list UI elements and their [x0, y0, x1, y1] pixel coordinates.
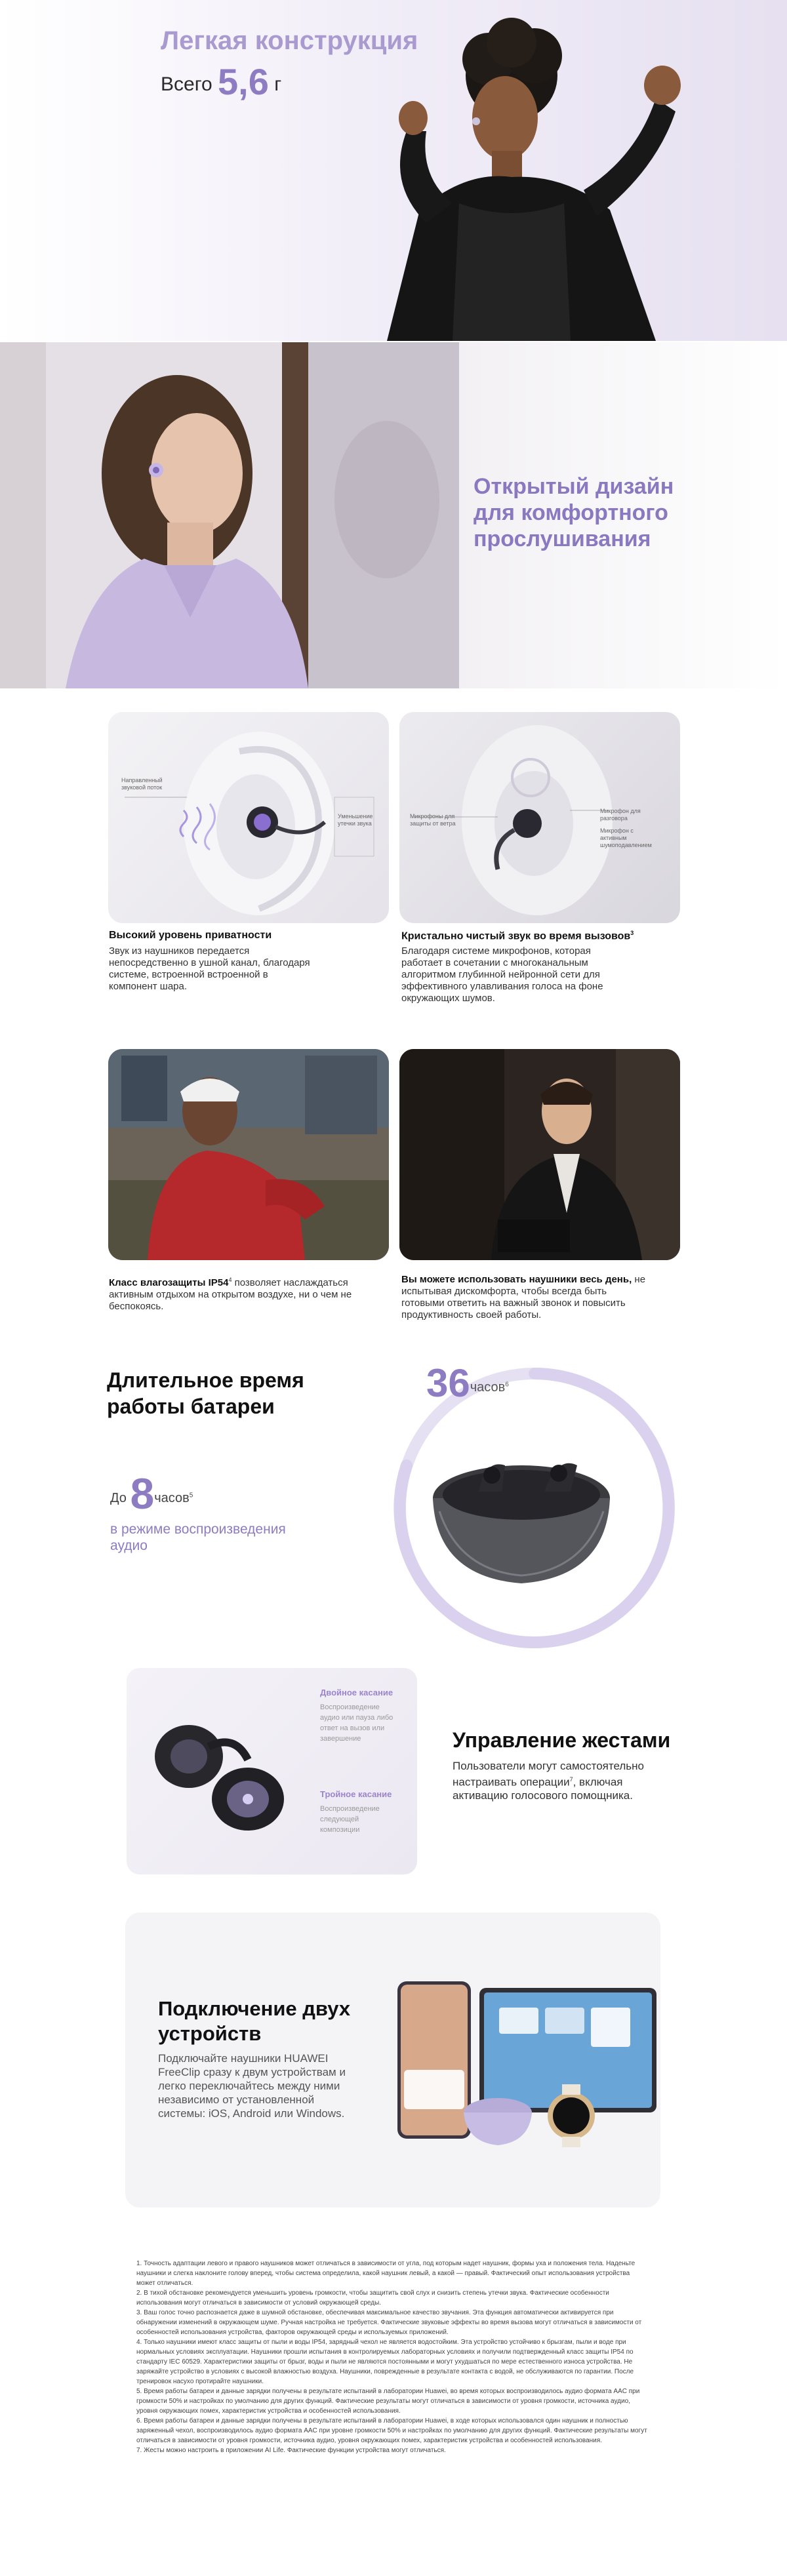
- weight-prefix: Всего: [161, 73, 212, 95]
- case-unit: часов: [470, 1380, 506, 1395]
- battery-title: Длительное время работы батареи: [107, 1368, 304, 1418]
- case-sup: 6: [505, 1381, 509, 1389]
- earbuds-hours-number: 8: [130, 1469, 155, 1518]
- gestures-text: [453, 1760, 669, 1802]
- gestures-text-end: , включая активацию голосового помощника.: [453, 1775, 633, 1802]
- footnote: 2. В тихой обстановке рекомендуется уменьшить уровень громкости, чтобы защитить свой слух и снизить степень утечки звука. Фактические особенности использования могут отличаться в зависимости от условий окружающей среды.: [136, 2289, 609, 2307]
- allday-text-bold: Вы можете использовать наушники весь день,: [401, 1274, 632, 1285]
- double-tap-desc: Воспроизведение аудио или пауза либо ответ на вызов или завершение: [320, 1703, 394, 1743]
- hero-lightweight-title: Легкая конструкция: [161, 26, 418, 55]
- dual-connection-card: [125, 1912, 660, 2208]
- label-anc-mic: Микрофон с активным шумоподавлением: [600, 827, 652, 848]
- footnote: 6. Время работы батареи и данные зарядки получены в результате испытаний в лаборатории Huawei, в ходе которых использовался один наушник и полностью заряженный чехол, воспроизводилось аудио формата AAC при уровне громкости 50% и настройках по умолчанию для других функций. Фактические результаты могут отличаться в зависимости от уровня громкости, источника аудио, уровня окружающих помех, характеристик устройства и особенностей использования.: [136, 2417, 647, 2444]
- label-talk-mic: Микрофон для разговора: [600, 808, 641, 822]
- man-red-hoodie-photo: [108, 1049, 389, 1260]
- footnote: 1. Точность адаптации левого и правого наушников может отличаться в зависимости от угла, под которым надет наушник, формы уха и положения тела. Наденьте наушники и слегка наклоните голову вперед, чтобы система определила, какой наушник левый, а какой — правый. Фактический опыт использования устройства может отличаться.: [136, 2260, 636, 2287]
- earbud-gesture-image: [136, 1694, 307, 1852]
- gestures-title: Управление жестами: [453, 1728, 671, 1752]
- calls-title-sup: 3: [630, 930, 634, 936]
- earbuds-unit: часов: [154, 1491, 190, 1505]
- man-in-suit-photo: [399, 1049, 680, 1260]
- ip-text: [109, 1274, 365, 1313]
- label-wind-mics: Микрофоны для защиты от ветра: [410, 813, 456, 827]
- footnote: 4. Только наушники имеют класс защиты от пыли и воды IP54, зарядный чехол не является водостойким. Эта устройство устойчиво к брызгам, пыли и воде при нормальных условиях эксплуатации. Наушники прошли испытания в контролируемых лабораторных условиях и получили подтвержденный класс защиты IP54 по стандарту IEC 60529. Характеристики защиты от брызг, воды и пыли не являются постоянными и могут ухудшаться по мере естественного износа устройства. Не заряжайте устройство в условиях с высокой влажностью воздуха. Наушники, поврежденные в результате контакта с водой, не обслуживаются по гарантии. После тренировок насухо протирайте наушники.: [136, 2339, 634, 2385]
- calls-text: Благодаря системе микрофонов, которая работает в сочетании с многоканальным алгоритмом глубинной нейронной сети для эффективного улавливания голоса на фоне окружающих шумов.: [401, 945, 603, 1004]
- hero-lightweight: [0, 0, 787, 341]
- weight-value: [161, 60, 281, 103]
- ip-text-sup: 4: [228, 1277, 232, 1283]
- earbuds-sup: 5: [189, 1492, 193, 1499]
- privacy-title: Высокий уровень приватности: [109, 930, 272, 941]
- case-hours-number: 36: [426, 1361, 470, 1405]
- ip-text-body: позволяет наслаждаться активным отдыхом на открытом воздухе, ни о чем не беспокоясь.: [109, 1277, 352, 1312]
- gestures-text-body: Пользователи могут самостоятельно настраивать операции: [453, 1760, 644, 1789]
- double-tap-label: Двойное касание: [320, 1688, 394, 1697]
- earbuds-mode: в режиме воспроизведения аудио: [110, 1522, 286, 1553]
- gestures-text-sup: 7: [569, 1776, 573, 1783]
- allday-text: [401, 1274, 651, 1321]
- triple-tap-label: Тройное касание: [320, 1789, 392, 1799]
- connection-title: Подключение двух устройств: [158, 1997, 351, 2045]
- case-battery-value: [426, 1360, 509, 1406]
- allday-text-body: не испытывая дискомфорта, чтобы всегда быть готовыми ответить на важный звонок и повысить продуктивность своей работы.: [401, 1274, 646, 1320]
- footnote: 7. Жесты можно настроить в приложении AI Life. Фактические функции устройства могут отличаться.: [136, 2447, 446, 2454]
- woman-portrait-photo: [0, 342, 459, 688]
- weight-number: 5,6: [218, 61, 269, 102]
- hero-open-design: [0, 342, 787, 688]
- gestures-card: [127, 1668, 417, 1874]
- hero-open-design-title: Открытый дизайн для комфортного прослушивания: [474, 474, 674, 551]
- label-directional-stream: Направленный звуковой поток: [121, 777, 163, 791]
- ip-text-bold: Класс влагозащиты IP54: [109, 1277, 229, 1288]
- label-leak-reduction: Уменьшение утечки звука: [338, 813, 373, 827]
- calls-title: [401, 930, 683, 942]
- footnotes: [136, 2259, 648, 2455]
- weight-unit: г: [274, 73, 282, 95]
- ip-photo: [108, 1049, 389, 1260]
- earbuds-prefix: До: [110, 1491, 127, 1505]
- triple-tap-desc: Воспроизведение следующей композиции: [320, 1805, 380, 1834]
- devices-image: [394, 1978, 656, 2149]
- connection-text: Подключайте наушники HUAWEI FreeClip сразу к двум устройствам и легко переключайтесь между ними независимо от установленной системы: iOS, Android или Windows.: [158, 2052, 346, 2120]
- privacy-text: Звук из наушников передается непосредственно в ушной канал, благодаря системе, встроенной встроенной в компонент шара.: [109, 945, 310, 992]
- footnote: 5. Время работы батареи и данные зарядки получены в результате испытаний в лаборатории Huawei, во время которых воспроизводилось аудио формата AAC при громкости 50% и настройках по умолчанию для других функций. Фактические результаты могут отличаться в зависимости от уровня громкости, источника аудио, уровня окружающих помех, характеристик устройства и особенностей использования.: [136, 2388, 640, 2415]
- footnote: 3. Ваш голос точно распознается даже в шумной обстановке, обеспечивая максимальное качество звучания. Эта функция автоматически активируется при обнаружении изменений в окружающем шуме. Ручная настройка не требуется. Фактические звуковые эффекты во время вызова могут отличаться в зависимости от особенностей использования устройства, факторов окружающей среды и используемых приложений.: [136, 2309, 642, 2336]
- earbuds-battery-value: [110, 1469, 193, 1518]
- dancing-man-photo: [348, 13, 715, 341]
- calls-title-text: Кристально чистый звук во время вызовов: [401, 930, 631, 942]
- allday-photo: [399, 1049, 680, 1260]
